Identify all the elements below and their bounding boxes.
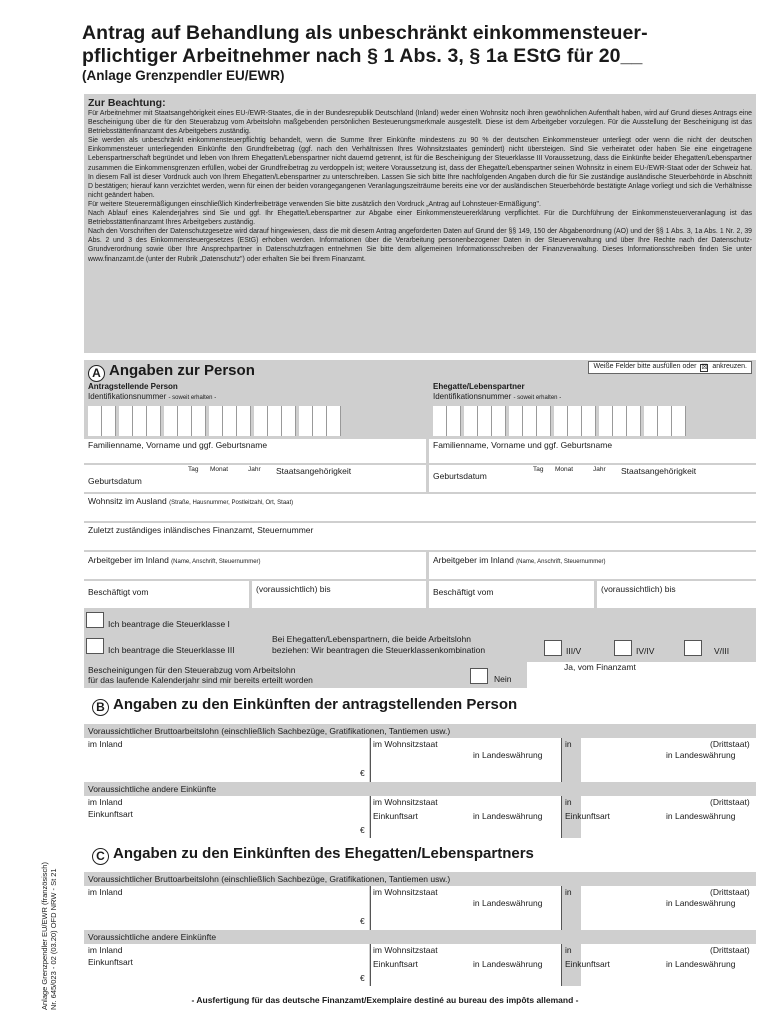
notice-paragraph-4: Nach Ablauf eines Kalenderjahres sind Sie und ggf. Ihr Ehegatte/Lebenspartner zur Abgabe einer Einkommensteuererklärung verpflichtet. Für die Durchführung der Einkommensteuerveranlagung ist das Betriebsstättenfinanzamt Ihres Arbeitgebers zuständig. [88,210,752,227]
fill-instructions-text-end: ankreuzen. [712,363,747,370]
notice-paragraph-2: Sie werden als unbeschränkt einkommensteuerpflichtig behandelt, wenn die Summe Ihrer Einkünfte mindestens zu 90 % der deutschen Einkommensteuer unterliegt oder wenn die nicht der deutschen Einkommensteuer unterliegenden Einkünfte den Grundfreibetrag (ggf. nach den Verhältnissen Ihres Wohnsitzstaates gemindert) nicht übersteigen. Sind Sie verheiratet oder haben Sie eine eingetragene Lebenspartnerschaft begründet und leben von Ihrem Ehegatten/Lebenspartner nicht dauernd getrennt, ist für die Bescheinigung der Steuerklasse III Voraussetzung, dass die Einkünfte beider Ehegatten/Lebenspartner zusammen die Einkommensgrenzen erfüllen, wobei der Grundfreibetrag zu verdoppeln ist; weitere Voraussetzung ist, dass der Ehegatte/Lebenspartner seinen Wohnsitz in einem EU-/EWR-Staat oder der Schweiz hat. In diesem Fall ist dieser Vordruck auch von Ihrem Ehegatten/Lebenspartner zu unterschreiben. Lassen Sie sich bitte Ihre nachfolgenden Angaben durch die für Sie zuständige ausländische Steuerbehörde in Abschnitt D bestätigen; hierauf kann verzichtet werden, wenn für einen der beiden vorangegangenen Veranlagungszeiträume bereits eine vor der ausländischen Steuerbehörde bestätigte Anlage vorliegt und sich die Verhältnisse nicht geändert haben. [88,137,752,199]
spouse-employer-label: Arbeitgeber im Inland (Name, Anschrift, Steuernummer) [433,555,606,565]
section-b-letter: B [92,699,109,716]
applicant-nationality-label: Staatsangehörigkeit [276,466,352,476]
c-other-third-currency-label: in Landeswährung [666,959,736,969]
b-other-kind-label: Einkunftsart [88,809,133,819]
applicant-employer-label: Arbeitgeber im Inland (Name, Anschrift, Steuernummer) [88,555,261,565]
section-c-income [84,872,756,986]
b-other-euro-sign: € [360,825,365,835]
c-other-income-label: Voraussichtliche andere Einkünfte [88,932,217,942]
fill-instructions-text: Weiße Felder bitte ausfüllen oder [593,363,697,370]
notice-heading: Zur Beachtung: [88,97,166,109]
c-divider-2 [561,886,562,930]
certificates-label-line1: Bescheinigungen für den Steuerabzug vom Arbeitslohn [88,665,296,675]
c-gross-domestic-input[interactable] [84,886,369,930]
combo-4-4-checkbox[interactable] [614,640,632,656]
b-third-state-label: (Drittstaat) [710,739,750,749]
section-b-title: Angaben zu den Einkünften der antragstellenden Person [113,696,518,713]
b-in-label: in [565,739,572,749]
tax-class-3-checkbox[interactable] [86,638,104,654]
c-divider-3 [370,944,371,986]
spouse-id-label: Identifikationsnummer - soweit erhalten - [433,392,562,401]
c-residence-label: im Wohnsitzstaat [373,887,438,897]
b-third-currency-label: in Landeswährung [666,750,736,760]
tax-class-1-label: Ich beantrage die Steuerklasse I [108,619,230,629]
applicant-label: Antragstellende Person [88,382,178,391]
applicant-dob-month: Monat [210,466,229,473]
fill-instructions [588,361,752,374]
b-residence-label: im Wohnsitzstaat [373,739,438,749]
combination-label-line2: beziehen: Wir beantragen die Steuerklassenkombination [272,645,486,655]
b-residence-currency-label: in Landeswährung [473,750,543,760]
c-other-kind-label: Einkunftsart [88,957,133,967]
section-c-letter: C [92,848,109,865]
certificates-yes-office-input[interactable] [527,662,756,688]
c-other-third-state-label: (Drittstaat) [710,945,750,955]
notice-box [84,94,756,353]
combo-4-4-label: IV/IV [636,646,655,656]
c-other-in-label: in [565,945,572,955]
c-gross-salary-label: Voraussichtlicher Bruttoarbeitslohn (einschließlich Sachbezüge, Gratifikationen, Tantiemen usw.) [88,874,451,884]
b-other-third-kind-label: Einkunftsart [565,811,610,821]
b-other-in-label: in [565,797,572,807]
form-number-line1: Anlage Grenzpendler EU/EWR (französisch) [40,862,49,1010]
checkbox-example-icon: ☒ [701,364,708,371]
section-a-title: Angaben zur Person [109,362,255,379]
combo-3-5-checkbox[interactable] [544,640,562,656]
section-b-income [84,724,756,838]
b-divider-3 [370,796,371,838]
tax-class-3-label: Ich beantrage die Steuerklasse III [108,645,235,655]
c-other-euro-sign: € [360,973,365,983]
applicant-employed-from-label: Beschäftigt vom [88,587,149,597]
form-subtitle: (Anlage Grenzpendler EU/EWR) [82,68,285,83]
b-divider-4 [561,796,562,838]
c-residence-currency-label: in Landeswährung [473,898,543,908]
applicant-name-label: Familienname, Vorname und ggf. Geburtsname [88,440,268,450]
section-b-heading [92,696,517,716]
section-c-heading [92,845,534,865]
notice-paragraph-1: Für Arbeitnehmer mit Staatsangehörigkeit eines EU-/EWR-Staates, die in der Bundesrepublik Deutschland (Inland) weder einen Wohnsitz noch ihren gewöhnlichen Aufenthalt haben, wird auf Grund dieses Antrags eine Bescheinigung über die für den Steuerabzug vom Arbeitslohn maßgebenden persönlichen Besteuerungsmerkmale ausgestellt. Diese ist dem Arbeitgeber vorzulegen. Für die Ausstellung der Bescheinigung ist das Betriebsstättenfinanzamt des Arbeitgebers zuständig. [88,110,752,136]
copy-footer: - Ausfertigung für das deutsche Finanzamt/Exemplaire destiné au bureau des impôts allemand - [191,995,579,1005]
spouse-dob-year: Jahr [593,466,606,473]
spouse-id-input[interactable] [433,406,686,436]
c-other-residence-kind-label: Einkunftsart [373,959,418,969]
form-title-line1: Antrag auf Behandlung als unbeschränkt einkommensteuer- [82,22,648,44]
c-domestic-label: im Inland [88,887,123,897]
section-c-title: Angaben zu den Einkünften des Ehegatten/Lebenspartners [113,845,534,862]
b-domestic-label: im Inland [88,739,123,749]
b-other-residence-label: im Wohnsitzstaat [373,797,438,807]
applicant-id-label: Identifikationsnummer - soweit erhalten - [88,392,217,401]
combo-5-3-checkbox[interactable] [684,640,702,656]
b-gross-salary-label: Voraussichtlicher Bruttoarbeitslohn (einschließlich Sachbezüge, Gratifikationen, Tantiemen usw.) [88,726,451,736]
b-other-domestic-label: im Inland [88,797,123,807]
certificates-no-label: Nein [494,674,512,684]
spouse-employed-to-label: (voraussichtlich) bis [601,584,676,594]
spouse-dob-label: Geburtsdatum [433,471,487,481]
c-in-label: in [565,887,572,897]
b-other-income-label: Voraussichtliche andere Einkünfte [88,784,217,794]
c-third-state-label: (Drittstaat) [710,887,750,897]
applicant-dob-label: Geburtsdatum [88,476,142,486]
combination-label-line1: Bei Ehegatten/Lebenspartnern, die beide Arbeitslohn [272,634,471,644]
spouse-name-label: Familienname, Vorname und ggf. Geburtsname [433,440,613,450]
c-other-domestic-label: im Inland [88,945,123,955]
applicant-employed-to-label: (voraussichtlich) bis [256,584,331,594]
form-number-side-text [40,862,58,1010]
c-other-third-kind-label: Einkunftsart [565,959,610,969]
certificates-label-line2: für das laufende Kalenderjahr sind mir bereits erteilt worden [88,675,313,685]
form-title-line2: pflichtiger Arbeitnehmer nach § 1 Abs. 3, § 1a EStG für 20__ [82,45,643,67]
form-number-line2: Nr. 645/023 - 02 (03.20) OFD NRW - St 21 [49,868,58,1010]
spouse-nationality-label: Staatsangehörigkeit [621,466,697,476]
b-divider-2 [561,738,562,782]
spouse-employed-from-label: Beschäftigt vom [433,587,494,597]
spouse-dob-month: Monat [555,466,574,473]
b-other-third-currency-label: in Landeswährung [666,811,736,821]
spouse-dob-day: Tag [533,466,544,473]
tax-class-1-checkbox[interactable] [86,612,104,628]
b-divider-1 [370,738,371,782]
b-other-third-state-label: (Drittstaat) [710,797,750,807]
b-gross-domestic-input[interactable] [84,738,369,782]
combo-5-3-label: V/III [714,646,730,656]
notice-paragraph-3: Für weitere Steuerermäßigungen einschließlich Kinderfreibeträge verwenden Sie bitte zusätzlich den Vordruck „Antrag auf Lohnsteuer-Ermäßigung". [88,200,541,208]
c-other-residence-currency-label: in Landeswährung [473,959,543,969]
applicant-id-input[interactable] [88,406,341,436]
c-euro-sign: € [360,916,365,926]
certificates-yes-office-label: Ja, vom Finanzamt [564,662,636,672]
c-other-residence-label: im Wohnsitzstaat [373,945,438,955]
b-other-residence-kind-label: Einkunftsart [373,811,418,821]
b-other-residence-currency-label: in Landeswährung [473,811,543,821]
certificates-no-checkbox[interactable] [470,668,488,684]
section-a-heading [88,362,255,382]
notice-paragraph-5: Nach den Vorschriften der Datenschutzgesetze wird darauf hingewiesen, dass die mit diesem Antrag angeforderten Daten auf Grund der §§ 149, 150 der Abgabenordnung (AO) und der §§ 1 Abs. 3, 1a Abs. 1 Nr. 2, 39 Abs. 2 und 3 des Einkommensteuergesetzes (EStG) erhoben werden. Informationen über die Verarbeitung personenbezogener Daten in der Steuerverwaltung und über Ihre Rechte nach der Datenschutz-Grundverordnung sowie über Ihre Ansprechpartner in Datenschutzfragen entnehmen Sie bitte dem allgemeinen Informationsschreiben der Finanzverwaltung. Dieses Informationsschreiben finden Sie unter www.finanzamt.de (unter der Rubrik „Datenschutz") oder erhalten Sie bei Ihrem Finanzamt. [88,228,752,263]
spouse-label: Ehegatte/Lebenspartner [433,382,525,391]
section-a-letter: A [88,365,105,382]
c-divider-1 [370,886,371,930]
c-divider-4 [561,944,562,986]
b-euro-sign: € [360,768,365,778]
c-third-currency-label: in Landeswährung [666,898,736,908]
residence-abroad-label: Wohnsitz im Ausland (Straße, Hausnummer, Postleitzahl, Ort, Staat) [88,496,294,506]
applicant-dob-day: Tag [188,466,199,473]
combo-3-5-label: III/V [566,646,582,656]
applicant-dob-year: Jahr [248,466,261,473]
section-a [84,360,756,688]
last-tax-office-label: Zuletzt zuständiges inländisches Finanzamt, Steuernummer [88,525,314,535]
